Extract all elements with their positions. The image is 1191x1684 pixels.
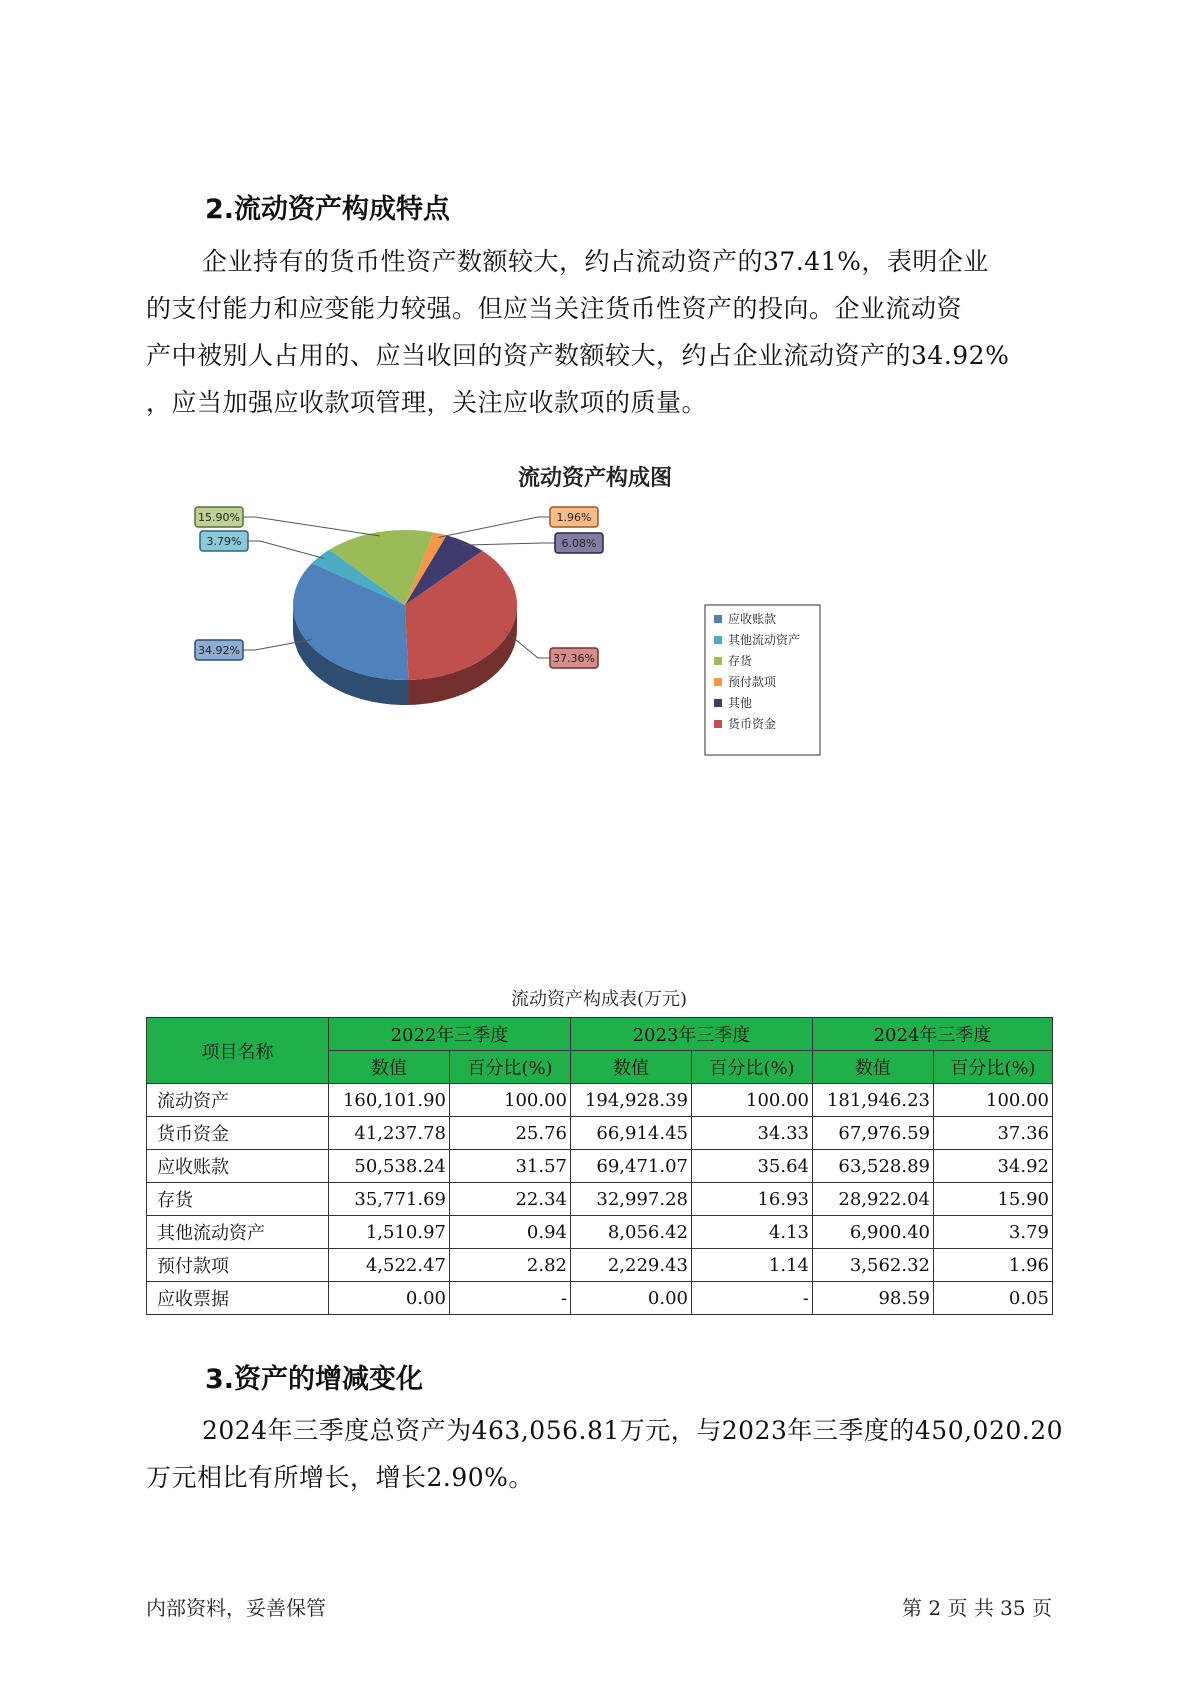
data-label	[550, 507, 598, 527]
label-leader-line	[463, 543, 555, 545]
percent-cell: 1.96	[934, 1249, 1053, 1282]
legend-label: 存货	[728, 654, 753, 668]
current-assets-table	[146, 1017, 1053, 1315]
value-cell: 63,528.89	[813, 1150, 934, 1183]
row-name-cell: 流动资产	[147, 1084, 329, 1117]
value-cell: 28,922.04	[813, 1183, 934, 1216]
chart-title: 流动资产构成图	[517, 466, 673, 491]
value-header: 数值	[329, 1051, 450, 1084]
paragraph-line: 的支付能力和应变能力较强。但应当关注货币性资产的投向。企业流动资	[146, 294, 963, 323]
legend-swatch	[714, 636, 722, 644]
legend-swatch	[714, 678, 722, 686]
legend-label: 货币资金	[728, 717, 777, 731]
value-cell: 0.00	[571, 1282, 692, 1315]
value-cell: 8,056.42	[571, 1216, 692, 1249]
percent-cell: 15.90	[934, 1183, 1053, 1216]
percent-cell: 3.79	[934, 1216, 1053, 1249]
value-cell: 35,771.69	[329, 1183, 450, 1216]
footer-page-number: 第 2 页 共 35 页	[902, 1596, 1052, 1620]
label-leader-line	[438, 517, 550, 537]
value-cell: 41,237.78	[329, 1117, 450, 1150]
section-3-paragraph	[146, 1407, 1064, 1501]
data-label-text: 1.96%	[556, 511, 592, 524]
percent-cell: 1.14	[692, 1249, 813, 1282]
data-label-text: 34.92%	[198, 644, 240, 657]
value-cell: 3,562.32	[813, 1249, 934, 1282]
percent-cell: 0.05	[934, 1282, 1053, 1315]
value-header: 数值	[813, 1051, 934, 1084]
value-cell: 4,522.47	[329, 1249, 450, 1282]
year-header: 2023年三季度	[571, 1018, 813, 1051]
value-cell: 69,471.07	[571, 1150, 692, 1183]
percent-cell: 34.33	[692, 1117, 813, 1150]
data-label	[550, 648, 598, 668]
value-cell: 66,914.45	[571, 1117, 692, 1150]
row-name-cell: 预付款项	[147, 1249, 329, 1282]
percent-cell: 4.13	[692, 1216, 813, 1249]
value-cell: 194,928.39	[571, 1084, 692, 1117]
row-name-cell: 应收票据	[147, 1282, 329, 1315]
legend-swatch	[714, 720, 722, 728]
section-2-heading: 2.流动资产构成特点	[205, 194, 451, 225]
value-cell: 160,101.90	[329, 1084, 450, 1117]
paragraph-line: 产中被别人占用的、应当收回的资产数额较大，约占企业流动资产的34.92%	[146, 341, 1010, 370]
label-leader-line	[248, 541, 324, 559]
table-row	[147, 1117, 1053, 1150]
pie-slices	[293, 530, 517, 680]
paragraph-line: 万元相比有所增长，增长2.90%。	[146, 1463, 534, 1492]
value-cell: 2,229.43	[571, 1249, 692, 1282]
row-name-cell: 应收账款	[147, 1150, 329, 1183]
data-label	[195, 640, 243, 660]
paragraph-line: ，应当加强应收款项管理，关注应收款项的质量。	[146, 388, 708, 417]
percent-cell: 22.34	[450, 1183, 571, 1216]
value-cell: 98.59	[813, 1282, 934, 1315]
section-2-paragraph	[146, 238, 1051, 426]
value-cell: 67,976.59	[813, 1117, 934, 1150]
percent-cell: 100.00	[450, 1084, 571, 1117]
year-header: 2024年三季度	[813, 1018, 1053, 1051]
data-label	[200, 531, 248, 551]
value-cell: 1,510.97	[329, 1216, 450, 1249]
table-row	[147, 1216, 1053, 1249]
percent-cell: 34.92	[934, 1150, 1053, 1183]
data-label	[195, 507, 243, 527]
percent-cell: 25.76	[450, 1117, 571, 1150]
section-3-heading: 3.资产的增减变化	[205, 1364, 424, 1395]
percent-cell: -	[692, 1282, 813, 1315]
table-row	[147, 1183, 1053, 1216]
legend-swatch	[714, 699, 722, 707]
table-row	[147, 1150, 1053, 1183]
legend-swatch	[714, 615, 722, 623]
value-cell: 32,997.28	[571, 1183, 692, 1216]
row-name-cell: 货币资金	[147, 1117, 329, 1150]
legend-label: 其他流动资产	[728, 633, 801, 647]
data-label-text: 15.90%	[198, 511, 240, 524]
item-name-header: 项目名称	[147, 1018, 329, 1084]
table-caption: 流动资产构成表(万元)	[510, 989, 688, 1010]
percent-cell: 0.94	[450, 1216, 571, 1249]
table-row	[147, 1084, 1053, 1117]
value-cell: 50,538.24	[329, 1150, 450, 1183]
percent-cell: 100.00	[692, 1084, 813, 1117]
legend-swatch	[714, 657, 722, 665]
data-label-text: 37.36%	[553, 652, 595, 665]
percent-cell: 37.36	[934, 1117, 1053, 1150]
footer-confidential: 内部资料，妥善保管	[146, 1596, 326, 1620]
row-name-cell: 其他流动资产	[147, 1216, 329, 1249]
value-cell: 0.00	[329, 1282, 450, 1315]
label-leader-line	[243, 517, 380, 536]
table-body	[147, 1084, 1053, 1315]
percent-cell: -	[450, 1282, 571, 1315]
percent-cell: 100.00	[934, 1084, 1053, 1117]
paragraph-line: 企业持有的货币性资产数额较大，约占流动资产的37.41%，表明企业	[202, 247, 989, 276]
data-label	[555, 533, 603, 553]
percent-header: 百分比(%)	[692, 1051, 813, 1084]
year-header: 2022年三季度	[329, 1018, 571, 1051]
legend-label: 其他	[728, 696, 753, 710]
percent-cell: 16.93	[692, 1183, 813, 1216]
percent-header: 百分比(%)	[934, 1051, 1053, 1084]
percent-cell: 31.57	[450, 1150, 571, 1183]
percent-header: 百分比(%)	[450, 1051, 571, 1084]
paragraph-line: 2024年三季度总资产为463,056.81万元，与2023年三季度的450,020.20	[202, 1416, 1064, 1445]
chart-legend	[705, 605, 820, 755]
legend-label: 应收账款	[728, 612, 777, 626]
data-label-text: 3.79%	[206, 535, 242, 548]
percent-cell: 2.82	[450, 1249, 571, 1282]
value-cell: 181,946.23	[813, 1084, 934, 1117]
value-cell: 6,900.40	[813, 1216, 934, 1249]
table-row	[147, 1249, 1053, 1282]
table-row	[147, 1282, 1053, 1315]
percent-cell: 35.64	[692, 1150, 813, 1183]
current-assets-pie-chart	[190, 455, 830, 765]
row-name-cell: 存货	[147, 1183, 329, 1216]
value-header: 数值	[571, 1051, 692, 1084]
data-label-text: 6.08%	[561, 537, 597, 550]
legend-label: 预付款项	[728, 675, 777, 689]
